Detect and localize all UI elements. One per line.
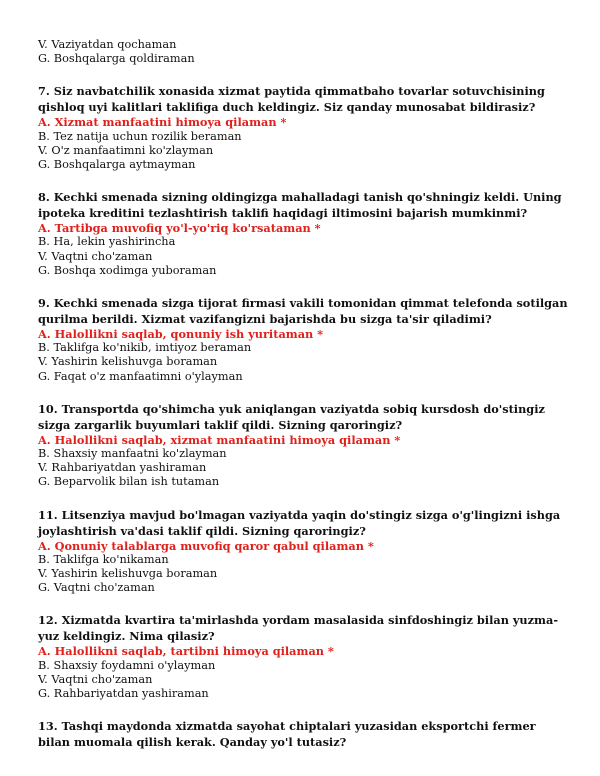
option: V. Yashirin kelishuvga boraman [38,355,218,369]
question-block-8 [38,189,568,278]
option: B. Ha, lekin yashirincha [38,235,176,249]
question-block-7 [38,83,568,172]
correct-answer: A. Xizmat manfaatini himoya qilaman * [38,115,287,130]
option: V. Yashirin kelishuvga boraman [38,567,218,581]
option: V. O'z manfaatimni ko'zlayman [38,143,214,157]
option: G. Beparvolik bilan ish tutaman [38,475,220,489]
question-block-12 [38,612,568,701]
option: V. Vaqtni cho'zaman [38,672,153,686]
question-text: 11. Litsenziya mavjud bo'lmagan vaziyatda yaqin do'stingiz sizga o'g'lingizni ishga joylashtirish va'dasi taklif qildi. Sizning qaroringiz? [38,507,561,538]
option: B. Shaxsiy foydamni o'ylayman [38,658,216,672]
option: G. Boshqalarga aytmayman [38,158,196,172]
option: G. Boshqa xodimga yuboraman [38,263,217,277]
correct-answer: A. Qonuniy talablarga muvofiq qaror qabul qilaman * [38,538,374,553]
correct-answer: A. Tartibga muvofiq yo'l-yo'riq ko'rsataman * [38,221,321,236]
option: B. Taklifga ko'nikaman [38,552,169,566]
question-text: 10. Transportda qo'shimcha yuk aniqlangan vaziyatda sobiq kursdosh do'stingiz sizga zargarlik buyumlari taklif qildi. Sizning qaroringiz? [38,401,545,432]
option: G. Boshqalarga qoldiraman [38,52,195,66]
option: V. Vaqtni cho'zaman [38,249,153,263]
option: B. Tez natija uchun rozilik beraman [38,129,242,143]
correct-answer: A. Halollikni saqlab, qonuniy ish yuritaman * [38,327,324,342]
question-text: 7. Siz navbatchilik xonasida xizmat paytida qimmatbaho tovarlar sotuvchisining qishloq uyi kalitlari taklifiga duch keldingiz. Siz qanday munosabat bildirasiz? [38,84,545,115]
option: V. Vaziyatdan qochaman [38,38,177,51]
question-text: 13. Tashqi maydonda xizmatda sayohat chiptalari yuzasidan eksportchi fermer bilan muomala qilish kerak. Qanday yo'l tutasiz? [38,719,536,750]
option: G. Vaqtni cho'zaman [38,581,155,595]
option: V. Rahbariyatdan yashiraman [38,461,207,475]
option: G. Rahbariyatdan yashiraman [38,687,209,701]
previous-question-options [38,38,568,66]
option: B. Taklifga ko'nikib, imtiyoz beraman [38,341,252,355]
correct-answer: A. Halollikni saqlab, tartibni himoya qilaman * [38,644,334,659]
question-text: 12. Xizmatda kvartira ta'mirlashda yordam masalasida sinfdoshingiz bilan yuzma-yuz keldingiz. Nima qilasiz? [38,613,559,644]
question-text: 9. Kechki smenada sizga tijorat firmasi vakili tomonidan qimmat telefonda sotilgan qurilma berildi. Xizmat vazifangizni bajarishda bu sizga ta'sir qiladimi? [38,296,568,327]
correct-answer: A. Halollikni saqlab, xizmat manfaatini himoya qilaman * [38,432,401,447]
document-page [38,38,568,750]
question-block-11 [38,507,568,596]
option: G. Faqat o'z manfaatimni o'ylayman [38,369,243,383]
question-block-13 [38,718,568,750]
option: B. Shaxsiy manfaatni ko'zlayman [38,447,227,461]
question-text: 8. Kechki smenada sizning oldingizga mahalladagi tanish qo'shningiz keldi. Uning ipoteka kreditini tezlashtirish taklifi haqidagi iltimosini bajarish mumkinmi? [38,190,562,221]
question-block-10 [38,401,568,490]
question-block-9 [38,295,568,384]
